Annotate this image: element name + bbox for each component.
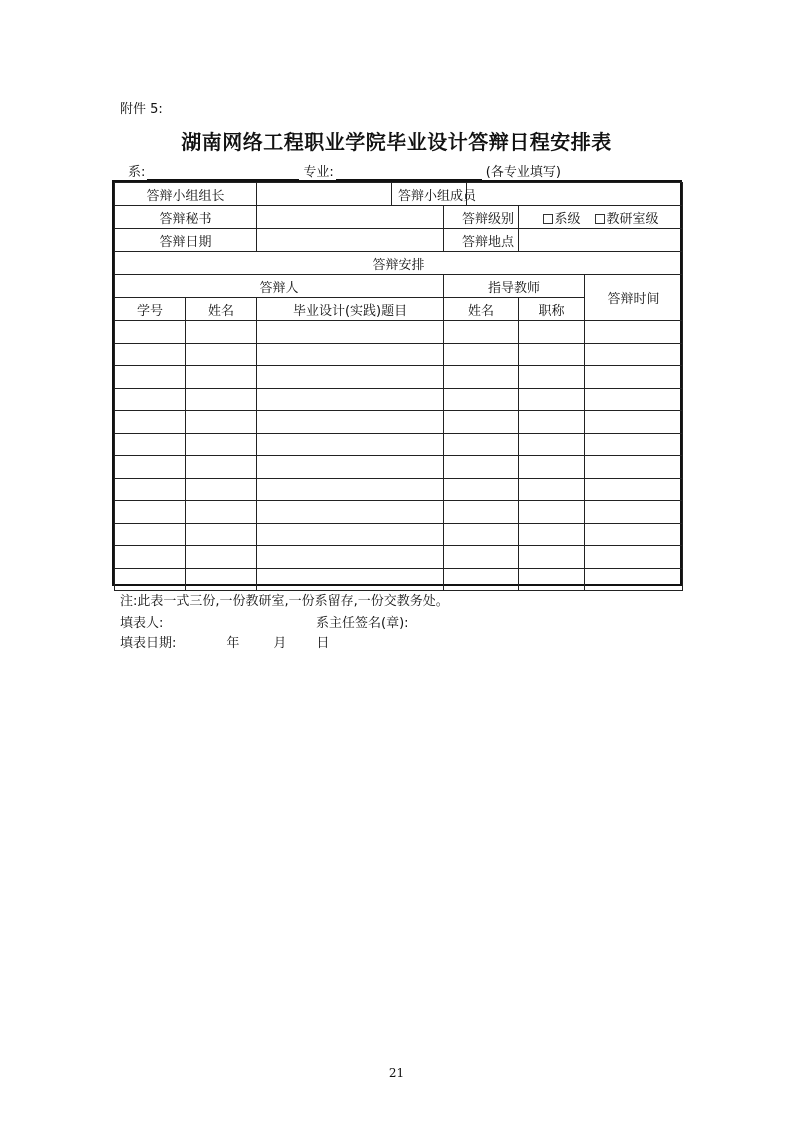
cell-topic[interactable] (257, 433, 444, 456)
table-row (115, 411, 683, 434)
location-value[interactable] (519, 229, 683, 252)
cell-advisor-title[interactable] (519, 568, 585, 591)
group-members-value[interactable] (467, 183, 683, 206)
cell-defense-time[interactable] (585, 568, 683, 591)
department-label: 系: (128, 165, 146, 180)
cell-defense-time[interactable] (585, 388, 683, 411)
cell-student-id[interactable] (115, 546, 186, 569)
dept-head-sign-label: 系主任签名(章): (316, 616, 409, 631)
cell-student-id[interactable] (115, 411, 186, 434)
cell-name[interactable] (186, 321, 257, 344)
cell-student-id[interactable] (115, 568, 186, 591)
checkbox-icon[interactable] (595, 214, 605, 224)
day-label: 日 (316, 636, 330, 651)
cell-topic[interactable] (257, 388, 444, 411)
cell-name[interactable] (186, 501, 257, 524)
cell-defense-time[interactable] (585, 433, 683, 456)
secretary-value[interactable] (257, 206, 444, 229)
table-row (115, 321, 683, 344)
cell-name[interactable] (186, 523, 257, 546)
level-option-dept[interactable]: 系级 (543, 212, 581, 227)
table-row (115, 501, 683, 524)
cell-defense-time[interactable] (585, 321, 683, 344)
cell-defense-time[interactable] (585, 523, 683, 546)
cell-topic[interactable] (257, 478, 444, 501)
cell-advisor-name[interactable] (444, 478, 519, 501)
cell-topic[interactable] (257, 321, 444, 344)
cell-advisor-title[interactable] (519, 321, 585, 344)
cell-advisor-name[interactable] (444, 456, 519, 479)
table-row (115, 568, 683, 591)
respondent-header: 答辩人 (115, 275, 444, 298)
cell-advisor-title[interactable] (519, 343, 585, 366)
arrangement-header: 答辩安排 (115, 252, 683, 275)
cell-topic[interactable] (257, 546, 444, 569)
table-row (115, 546, 683, 569)
cell-name[interactable] (186, 546, 257, 569)
cell-advisor-name[interactable] (444, 388, 519, 411)
cell-advisor-name[interactable] (444, 411, 519, 434)
table-row (115, 343, 683, 366)
secretary-label: 答辩秘书 (115, 206, 257, 229)
cell-defense-time[interactable] (585, 343, 683, 366)
cell-topic[interactable] (257, 568, 444, 591)
cell-student-id[interactable] (115, 501, 186, 524)
cell-advisor-title[interactable] (519, 456, 585, 479)
cell-advisor-name[interactable] (444, 433, 519, 456)
group-members-label: 答辩小组成员 (392, 183, 467, 206)
cell-name[interactable] (186, 343, 257, 366)
table-row (115, 388, 683, 411)
document-title: 湖南网络工程职业学院毕业设计答辩日程安排表 (181, 130, 612, 154)
major-label: 专业: (303, 165, 334, 180)
fill-date-label: 填表日期: (120, 636, 177, 651)
cell-name[interactable] (186, 456, 257, 479)
advisor-header: 指导教师 (444, 275, 585, 298)
cell-advisor-title[interactable] (519, 366, 585, 389)
cell-topic[interactable] (257, 366, 444, 389)
cell-defense-time[interactable] (585, 478, 683, 501)
cell-name[interactable] (186, 478, 257, 501)
cell-advisor-name[interactable] (444, 321, 519, 344)
cell-name[interactable] (186, 388, 257, 411)
cell-advisor-name[interactable] (444, 546, 519, 569)
cell-advisor-title[interactable] (519, 388, 585, 411)
cell-advisor-title[interactable] (519, 411, 585, 434)
col-advisor-name: 姓名 (444, 298, 519, 321)
cell-advisor-name[interactable] (444, 568, 519, 591)
cell-name[interactable] (186, 366, 257, 389)
cell-advisor-name[interactable] (444, 523, 519, 546)
cell-advisor-title[interactable] (519, 546, 585, 569)
cell-defense-time[interactable] (585, 456, 683, 479)
col-student-id: 学号 (115, 298, 186, 321)
cell-advisor-name[interactable] (444, 501, 519, 524)
cell-defense-time[interactable] (585, 546, 683, 569)
cell-topic[interactable] (257, 411, 444, 434)
table-row (115, 456, 683, 479)
col-name: 姓名 (186, 298, 257, 321)
footer-note: 注:此表一式三份,一份教研室,一份系留存,一份交教务处。 (120, 594, 449, 609)
col-advisor-title: 职称 (519, 298, 585, 321)
table-row (115, 366, 683, 389)
cell-student-id[interactable] (115, 343, 186, 366)
header-fields (128, 160, 561, 180)
date-label: 答辩日期 (115, 229, 257, 252)
cell-student-id[interactable] (115, 478, 186, 501)
cell-topic[interactable] (257, 523, 444, 546)
cell-student-id[interactable] (115, 366, 186, 389)
cell-student-id[interactable] (115, 321, 186, 344)
defense-time-header: 答辩时间 (585, 275, 683, 321)
cell-advisor-name[interactable] (444, 343, 519, 366)
cell-student-id[interactable] (115, 523, 186, 546)
cell-advisor-name[interactable] (444, 366, 519, 389)
level-label: 答辩级别 (444, 206, 519, 229)
cell-name[interactable] (186, 433, 257, 456)
cell-topic[interactable] (257, 343, 444, 366)
cell-advisor-title[interactable] (519, 478, 585, 501)
location-label: 答辩地点 (444, 229, 519, 252)
group-leader-label: 答辩小组组长 (115, 183, 257, 206)
month-label: 月 (273, 636, 287, 651)
checkbox-icon[interactable] (543, 214, 553, 224)
major-fill-line[interactable] (336, 163, 482, 180)
cell-name[interactable] (186, 411, 257, 434)
cell-defense-time[interactable] (585, 366, 683, 389)
cell-student-id[interactable] (115, 456, 186, 479)
cell-topic[interactable] (257, 456, 444, 479)
schedule-table (112, 180, 682, 586)
attachment-label: 附件 5: (120, 102, 163, 117)
footer-date (120, 632, 329, 651)
fill-note: (各专业填写) (485, 165, 561, 180)
col-topic: 毕业设计(实践)题目 (257, 298, 444, 321)
cell-defense-time[interactable] (585, 411, 683, 434)
cell-advisor-title[interactable] (519, 501, 585, 524)
table-row (115, 478, 683, 501)
cell-advisor-title[interactable] (519, 523, 585, 546)
cell-topic[interactable] (257, 501, 444, 524)
cell-student-id[interactable] (115, 433, 186, 456)
footer-signatures (120, 612, 409, 631)
page-number: 21 (388, 1066, 405, 1080)
level-options (519, 206, 683, 229)
filled-by-label: 填表人: (120, 616, 164, 631)
cell-defense-time[interactable] (585, 501, 683, 524)
level-option-office[interactable]: 教研室级 (595, 212, 659, 227)
department-fill-line[interactable] (147, 163, 299, 180)
year-label: 年 (226, 636, 240, 651)
group-leader-value[interactable] (257, 183, 392, 206)
table-row (115, 433, 683, 456)
cell-advisor-title[interactable] (519, 433, 585, 456)
cell-name[interactable] (186, 568, 257, 591)
date-value[interactable] (257, 229, 444, 252)
table-row (115, 523, 683, 546)
cell-student-id[interactable] (115, 388, 186, 411)
